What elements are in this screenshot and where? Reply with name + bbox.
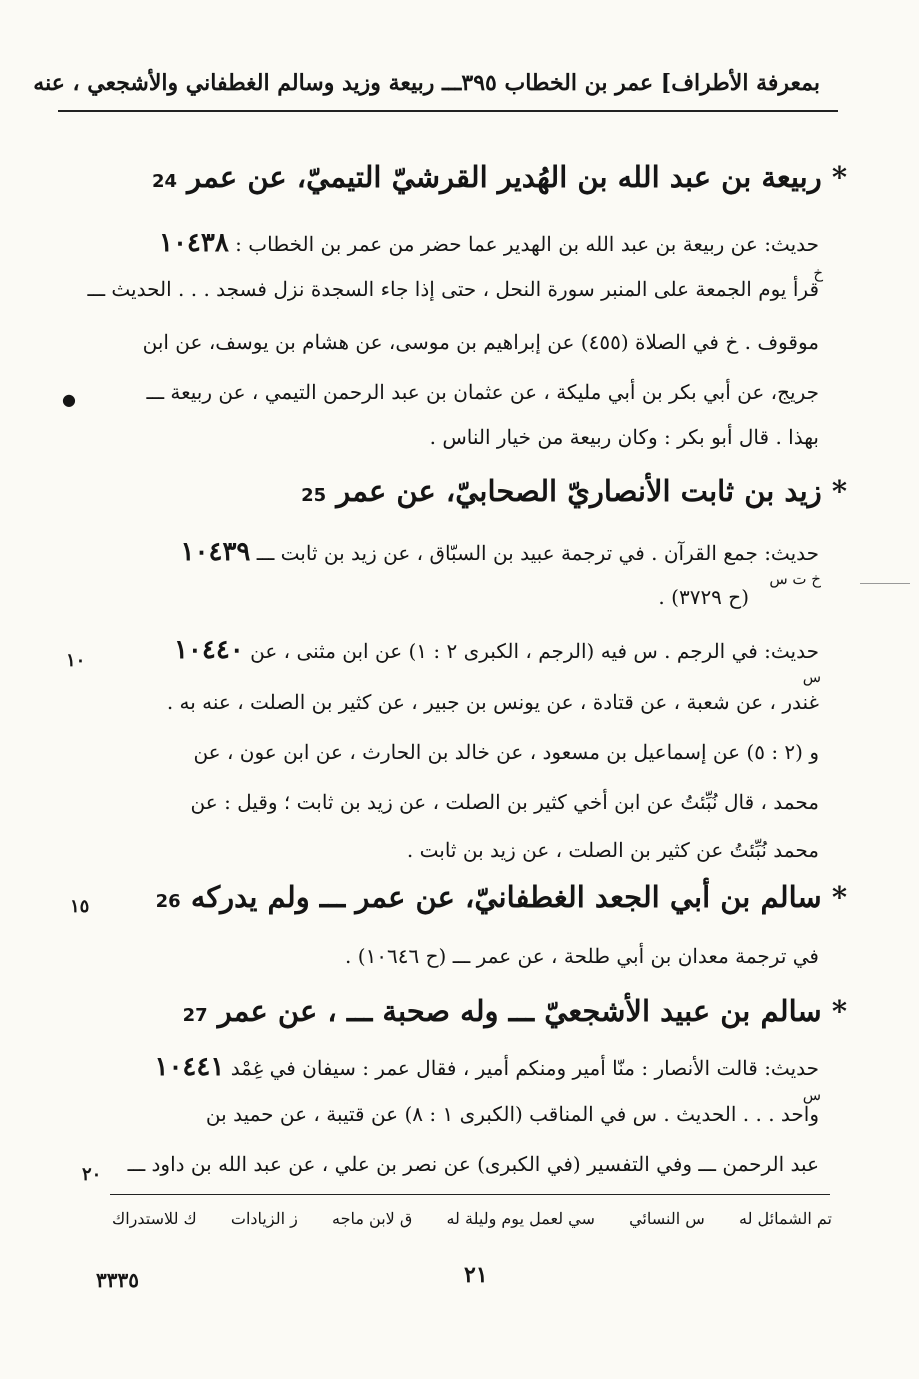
hadith-sigla: خ bbox=[813, 264, 823, 282]
page-number: ٢١ bbox=[464, 1262, 488, 1288]
entry-title-25 bbox=[293, 474, 847, 508]
entry-number: 25 bbox=[301, 485, 327, 506]
hadith-10438-line-4: جريج، عن أبي بكر بن أبي مليكة ، عن عثمان بن عبد الرحمن التيمي ، عن ربيعة ـــ bbox=[146, 380, 819, 404]
hadith-10438-line-2: قرأ يوم الجمعة على المنبر سورة النحل ، حتى إذا جاء السجدة نزل فسجد . . . الحديث ـــ bbox=[87, 277, 819, 301]
entry-title-text: * سالم بن أبي الجعد الغطفانيّ، عن عمر ـــ ولم يدركه bbox=[190, 880, 847, 914]
hadith-10439-line-2: (ح ٣٧٢٩) . bbox=[658, 585, 749, 609]
entry-26-line: في ترجمة معدان بن أبي طلحة ، عن عمر ـــ (ح ١٠٦٤٦) . bbox=[345, 944, 819, 968]
entry-number: 26 bbox=[155, 891, 181, 912]
hadith-10441-line-1 bbox=[147, 1052, 820, 1082]
abbr-item: تم الشمائل له bbox=[738, 1209, 832, 1228]
hadith-line-text: حديث: في الرجم . س فيه (الرجم ، الكبرى ٢ : ١) عن ابن مثنى ، عن bbox=[250, 639, 819, 663]
hadith-10440-line-1 bbox=[166, 635, 819, 665]
abbr-item: ق لابن ماجه bbox=[332, 1209, 413, 1228]
abbr-item: ز الزيادات bbox=[230, 1209, 298, 1228]
entry-number: 24 bbox=[151, 171, 178, 192]
hadith-sigla: خ ت س bbox=[769, 570, 821, 588]
serial-number: ٣٣٣٥ bbox=[96, 1268, 139, 1292]
hadith-10438-line-3: موقوف . خ في الصلاة (٤٥٥) عن إبراهيم بن موسى، عن هشام بن يوسف، عن ابن bbox=[142, 330, 819, 354]
hadith-sigla: س bbox=[802, 668, 821, 686]
running-header: بمعرفة الأطراف] عمر بن الخطاب ٣٩٥ـــ ربيعة وزيد وسالم الغطفاني والأشجعي ، عنه bbox=[33, 70, 820, 96]
entry-title-26 bbox=[148, 880, 847, 914]
entry-title-text: * ربيعة بن عبد الله بن الهُدير القرشيّ التيميّ، عن عمر bbox=[187, 160, 847, 194]
entry-title-text: * زيد بن ثابت الأنصاريّ الصحابيّ، عن عمر bbox=[336, 474, 847, 508]
hadith-10440-line-2: غندر ، عن شعبة ، عن قتادة ، عن يونس بن جبير ، عن كثير بن الصلت ، عنه به . bbox=[166, 690, 819, 714]
hadith-10441-line-3: عبد الرحمن ـــ وفي التفسير (في الكبرى) عن نصر بن علي ، عن عبد الله بن داود ـــ bbox=[127, 1152, 819, 1176]
hadith-line-text: حديث: قالت الأنصار : منّا أمير ومنكم أمير ، فقال عمر : سيفان في غِمْد bbox=[230, 1056, 819, 1080]
hadith-line-text: حديث: عن ربيعة بن عبد الله بن الهدير عما حضر من عمر بن الخطاب : bbox=[235, 232, 819, 256]
hadith-10438-line-5: بهذا . قال أبو بكر : وكان ربيعة من خيار الناس . bbox=[429, 425, 819, 449]
entry-number: 27 bbox=[182, 1005, 208, 1026]
hadith-10439-line-1 bbox=[173, 537, 819, 567]
abbr-item: سي لعمل يوم وليلة له bbox=[446, 1209, 595, 1228]
margin-line-number: ٢٠ bbox=[82, 1164, 102, 1185]
margin-line-number: ١٥ bbox=[70, 896, 90, 917]
hadith-10438-line-1 bbox=[151, 228, 819, 258]
entry-title-27 bbox=[175, 994, 847, 1028]
margin-line-number: ١٠ bbox=[66, 650, 86, 671]
hadith-number: ١٠٤٣٩ bbox=[180, 537, 251, 567]
scan-mark bbox=[860, 583, 910, 584]
hadith-number: ١٠٤٣٨ bbox=[158, 228, 229, 258]
abbr-item: س النسائي bbox=[629, 1209, 705, 1228]
margin-marker-dot: ● bbox=[62, 390, 76, 409]
hadith-10441-line-2: واحد . . . الحديث . س في المناقب (الكبرى ١ : ٨) عن قتيبة ، عن حميد بن bbox=[205, 1102, 819, 1126]
hadith-10440-line-4: محمد ، قال نُبِّئتُ عن ابن أخي كثير بن الصلت ، عن زيد بن ثابت ؛ وقيل : عن bbox=[190, 790, 819, 814]
footer-rule bbox=[110, 1194, 830, 1195]
entry-title-24 bbox=[144, 160, 847, 194]
entry-title-text: * سالم بن عبيد الأشجعيّ ـــ وله صحبة ـــ ، عن عمر bbox=[217, 994, 847, 1028]
hadith-number: ١٠٤٤١ bbox=[154, 1052, 225, 1082]
abbreviation-key bbox=[112, 1209, 832, 1228]
hadith-10440-line-5: محمد نُبِّئتُ عن كثير بن الصلت ، عن زيد بن ثابت . bbox=[406, 838, 819, 862]
header-rule bbox=[58, 110, 838, 112]
abbr-item: ك للاستدراك bbox=[112, 1209, 197, 1228]
hadith-line-text: حديث: جمع القرآن . في ترجمة عبيد بن السبّاق ، عن زيد بن ثابت ـــ bbox=[256, 541, 819, 565]
hadith-10440-line-3: و (٢ : ٥) عن إسماعيل بن مسعود ، عن خالد بن الحارث ، عن ابن عون ، عن bbox=[193, 740, 819, 764]
hadith-sigla: س bbox=[802, 1086, 821, 1104]
hadith-number: ١٠٤٤٠ bbox=[173, 635, 244, 665]
